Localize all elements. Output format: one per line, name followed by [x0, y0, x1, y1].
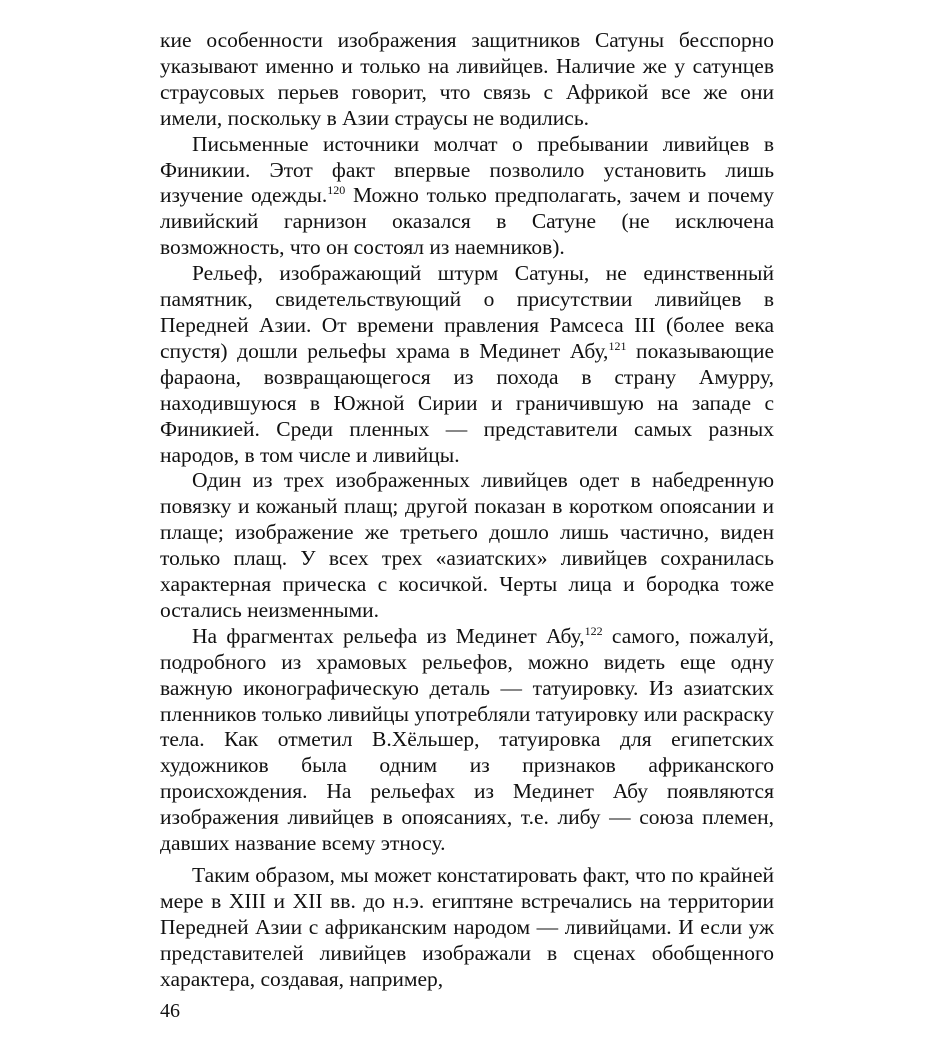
paragraph-1-text: кие особенности изображения защитников Сатуны бесспорно указывают именно и только на ливийцев. Наличие же у сатунцев страусовых перьев говорит, что связь с Африкой все же они имели, поскольку в Азии страусы не водились.: [160, 28, 774, 130]
paragraph-5: [160, 624, 774, 857]
paragraph-4: [160, 468, 774, 623]
page-body: [160, 28, 774, 993]
paragraph-2-text-b: Можно только предполагать, зачем и почему ливийский гарнизон оказался в Сатуне (не исключена возможность, что он состоял из наемников).: [160, 183, 774, 260]
paragraph-5-text-a: На фрагментах рельефа из Мединет Абу,: [192, 623, 585, 648]
paragraph-5-text-b: самого, пожалуй, подробного из храмовых рельефов, можно видеть еще одну важную иконографическую деталь — татуировку. Из азиатских пленников только ливийцы употребляли татуировку или раскраску тела. Как отметил В.Хёльшер, татуировка для египетских художников была одним из признаков африканского происхождения. На рельефах из Мединет Абу появляются изображения ливийцев в опоясаниях, т.е. либу — союза племен, давших название всему этносу.: [160, 623, 774, 856]
paragraph-3-text-b: показывающие фараона, возвращающегося из похода в страну Амурру, находившуюся в Южной Сирии и граничившую на западе с Финикией. Среди пленных — представители самых разных народов, в том числе и ливийцы.: [160, 338, 774, 467]
paragraph-1: [160, 28, 774, 132]
footnote-ref-121[interactable]: 121: [608, 338, 627, 353]
paragraph-6-text: Таким образом, мы может констатировать факт, что по крайней мере в XIII и XII вв. до н.э. египтяне встречались на территории Передней Азии с африканским народом — ливийцами. И если уж представителей ливийцев изображали в сценах обобщенного характера, создавая, например,: [160, 863, 774, 991]
paragraph-4-text: Один из трех изображенных ливийцев одет в набедренную повязку и кожаный плащ; другой показан в коротком опоясании и плаще; изображение же третьего дошло лишь частично, виден только плащ. У всех трех «азиатских» ливийцев сохранилась характерная прическа с косичкой. Черты лица и бородка тоже остались неизменными.: [160, 468, 774, 622]
paragraph-3: [160, 261, 774, 468]
paragraph-2: [160, 132, 774, 262]
paragraph-2-text-a: Письменные источники молчат о пребывании ливийцев в Финикии. Этот факт впервые позволило установить лишь изучение одежды.: [160, 131, 774, 208]
page-number: 46: [160, 1000, 180, 1022]
footnote-ref-122[interactable]: 122: [584, 623, 603, 638]
paragraph-6: [160, 863, 774, 993]
footnote-ref-120[interactable]: 120: [327, 183, 346, 198]
paragraph-3-text-a: Рельеф, изображающий штурм Сатуны, не единственный памятник, свидетельствующий о присутствии ливийцев в Передней Азии. От времени правления Рамсеса III (более века спустя) дошли рельефы храма в Мединет Абу,: [160, 261, 774, 363]
